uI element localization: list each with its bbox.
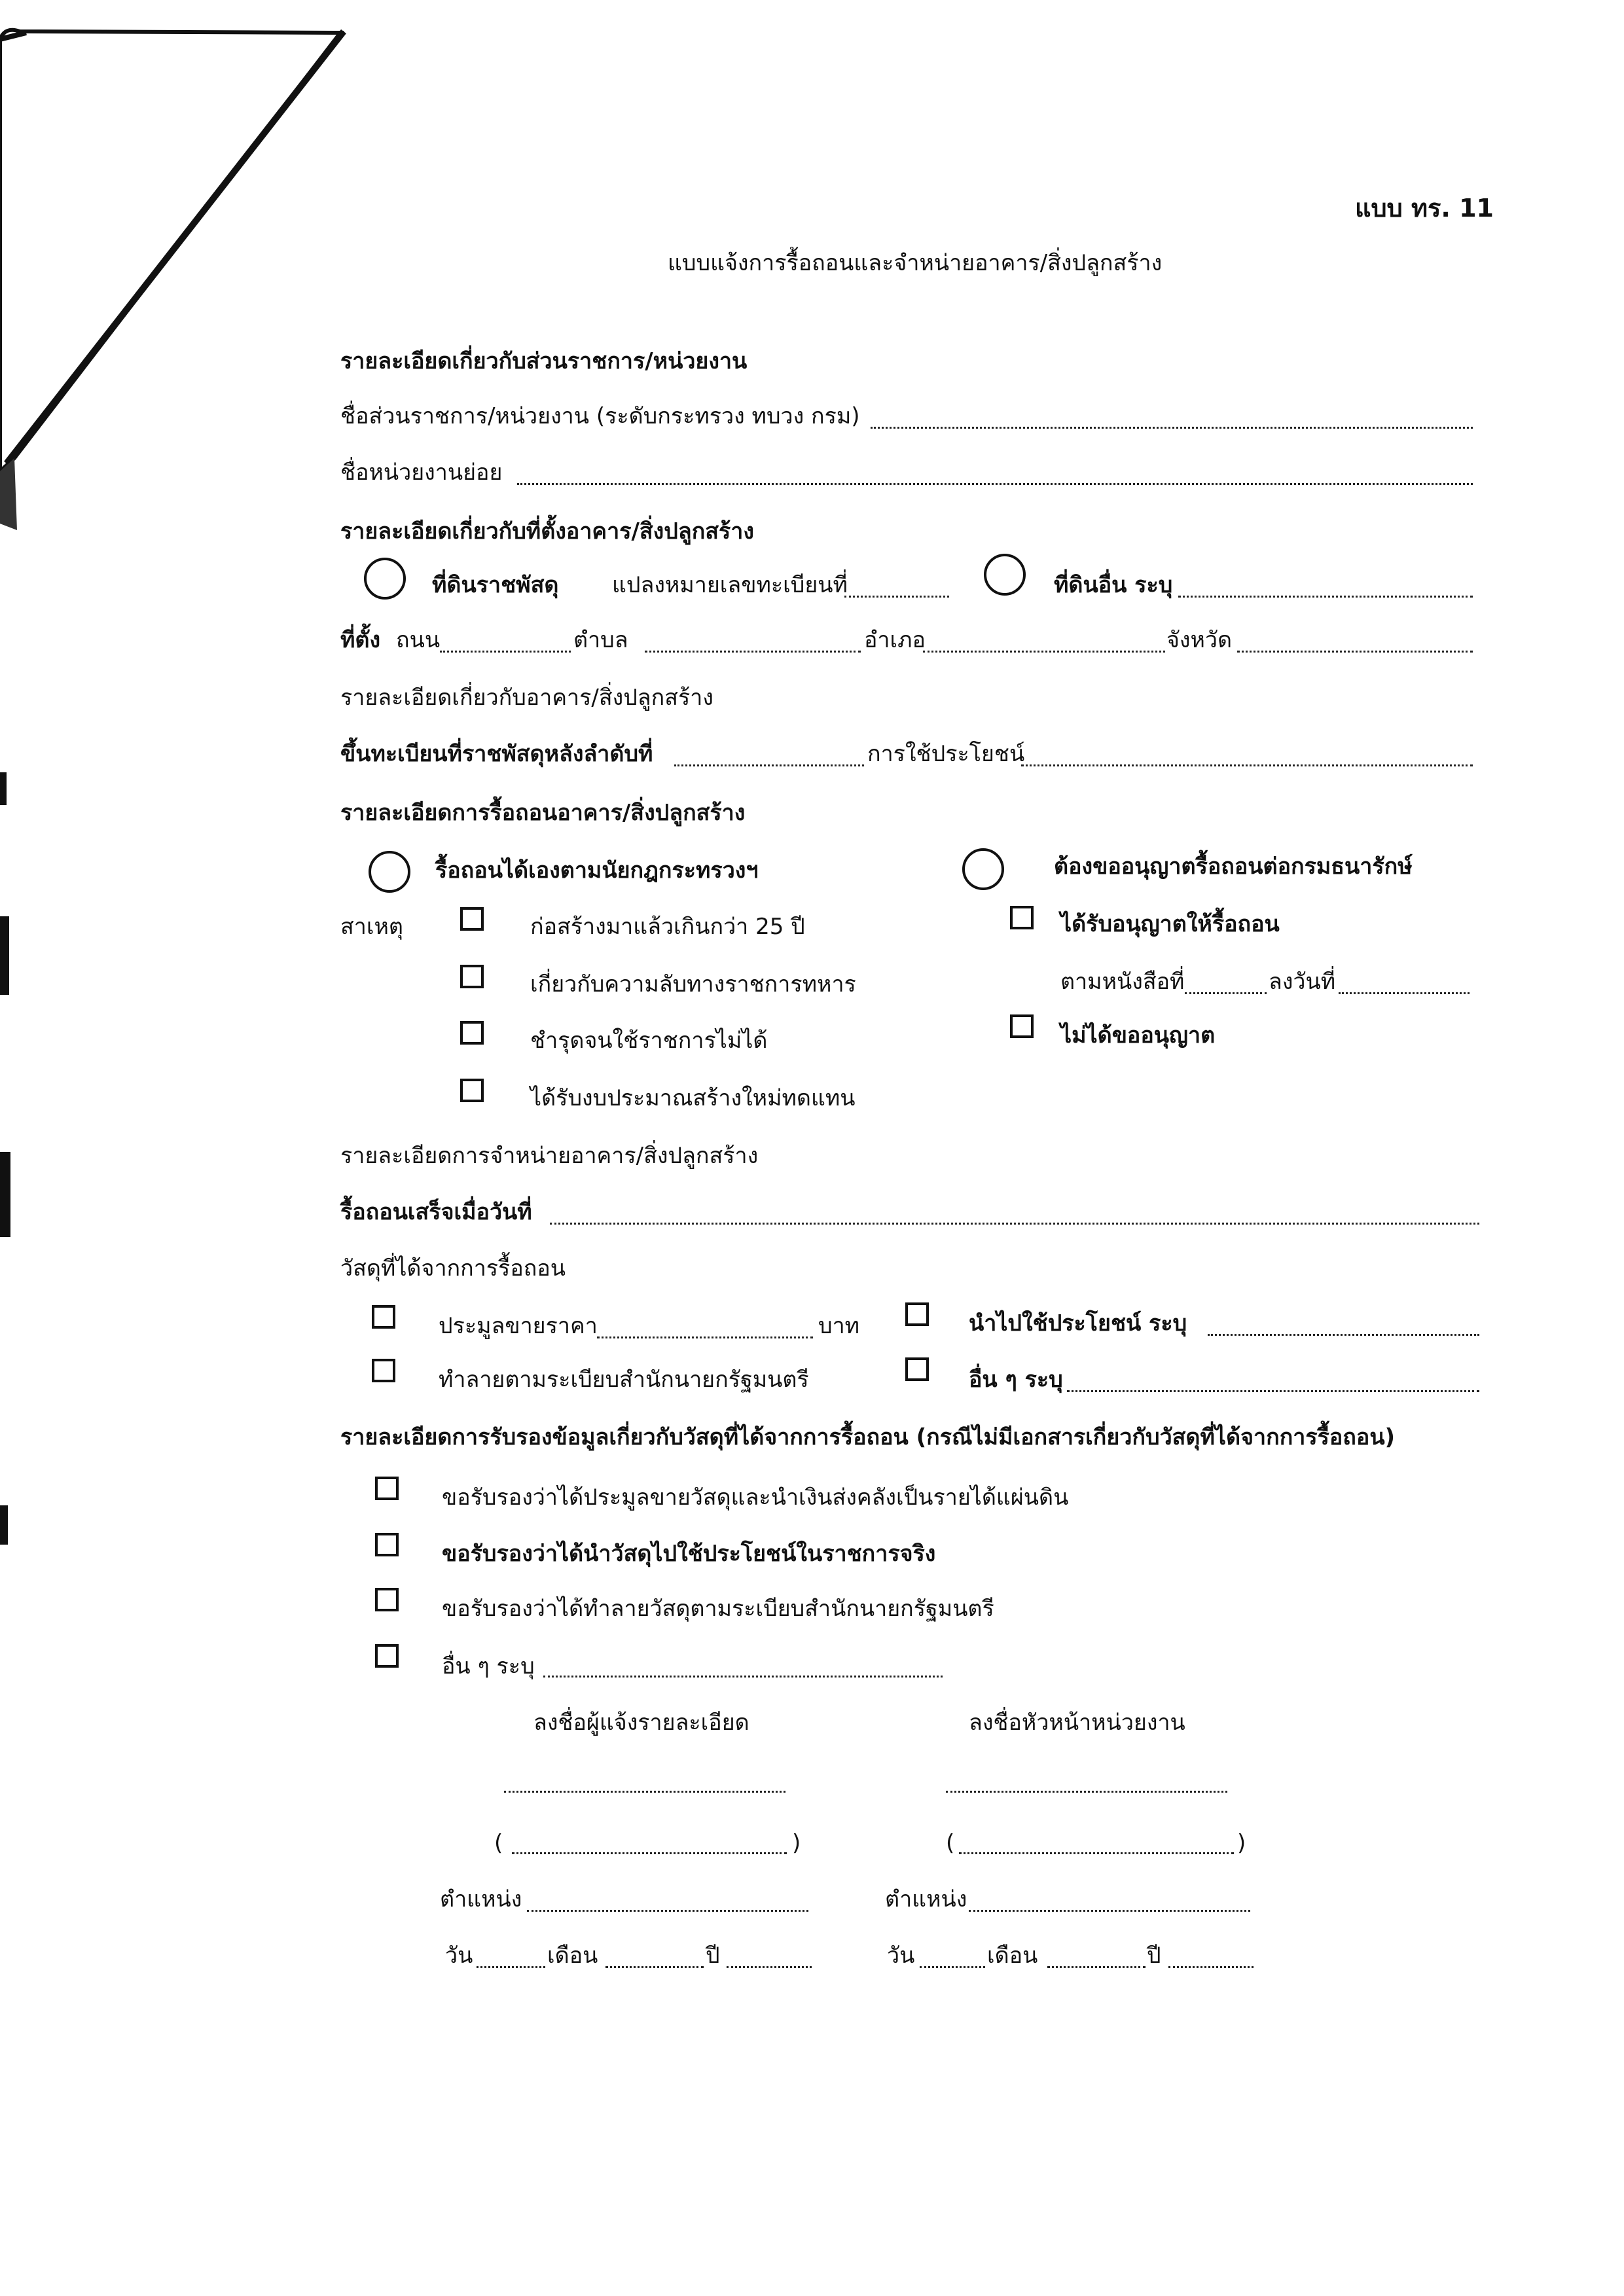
reuse-field[interactable] (1208, 1334, 1479, 1336)
reuse-checkbox[interactable] (905, 1302, 929, 1326)
usage-label: การใช้ประโยชน์ (867, 741, 1025, 767)
other-disposal-label: อื่น ๆ ระบุ (969, 1367, 1063, 1393)
reporter-signature-field[interactable] (504, 1791, 785, 1793)
scan-speck (0, 916, 9, 995)
reporter-name-open: ( (494, 1830, 503, 1856)
reuse-label: นำไปใช้ประโยชน์ ระบุ (969, 1310, 1187, 1336)
sub-unit-label: ชื่อหน่วยงานย่อย (340, 459, 503, 486)
finished-date-field[interactable] (550, 1223, 1479, 1225)
parcel-label: แปลงหมายเลขทะเบียนที่ (612, 572, 848, 598)
destroy-checkbox[interactable] (372, 1359, 395, 1382)
other-disposal-field[interactable] (1067, 1390, 1479, 1392)
letter-no-label: ตามหนังสือที่ (1060, 969, 1185, 995)
head-year-label: ปี (1147, 1943, 1161, 1969)
materials-label: วัสดุที่ได้จากการรื้อถอน (340, 1255, 566, 1282)
province-label: จังหวัด (1166, 627, 1233, 653)
reporter-position-field[interactable] (527, 1910, 808, 1912)
self-demolish-label: รื้อถอนได้เองตามนัยกฎกระทรวงฯ (435, 857, 759, 884)
reporter-month-label: เดือน (547, 1943, 598, 1969)
folded-corner-shadow (0, 0, 367, 537)
registry-field[interactable] (674, 764, 864, 766)
head-day-field[interactable] (920, 1966, 985, 1968)
form-title: แบบแจ้งการรื้อถอนและจำหน่ายอาคาร/สิ่งปลูกสร้าง (668, 250, 1163, 276)
head-month-field[interactable] (1047, 1966, 1146, 1968)
state-land-label: ที่ดินราชพัสดุ (432, 572, 559, 598)
reason-item: ชำรุดจนใช้ราชการไม่ได้ (530, 1028, 768, 1054)
agency-name-field[interactable] (871, 427, 1473, 429)
usage-field[interactable] (1021, 764, 1473, 766)
state-land-radio[interactable] (364, 558, 406, 600)
reason-checkbox[interactable] (460, 1079, 484, 1102)
subdistrict-field[interactable] (645, 651, 861, 653)
certify-other-field[interactable] (543, 1676, 943, 1677)
reason-checkbox[interactable] (460, 907, 484, 931)
site-heading: รายละเอียดเกี่ยวกับที่ตั้งอาคาร/สิ่งปลูกสร้าง (340, 518, 754, 545)
self-demolish-radio[interactable] (369, 851, 410, 893)
province-field[interactable] (1237, 651, 1473, 653)
head-name-close: ) (1237, 1830, 1246, 1856)
disposal-heading: รายละเอียดการจำหน่ายอาคาร/สิ่งปลูกสร้าง (340, 1143, 759, 1169)
certify-checkbox[interactable] (375, 1477, 399, 1500)
other-land-label: ที่ดินอื่น ระบุ (1054, 572, 1173, 598)
road-label: ถนน (396, 627, 441, 653)
reason-checkbox[interactable] (460, 1021, 484, 1045)
reporter-position-label: ตำแหน่ง (440, 1886, 522, 1912)
other-disposal-checkbox[interactable] (905, 1357, 929, 1381)
reason-checkbox[interactable] (460, 965, 484, 988)
reporter-month-field[interactable] (605, 1966, 704, 1968)
district-label: อำเภอ (864, 627, 926, 653)
certify-item: ขอรับรองว่าได้นำวัสดุไปใช้ประโยชน์ในราชการจริง (442, 1541, 936, 1567)
baht-label: บาท (818, 1313, 860, 1339)
district-field[interactable] (923, 651, 1165, 653)
head-position-field[interactable] (969, 1910, 1250, 1912)
certify-item: ขอรับรองว่าได้ทำลายวัสดุตามระเบียบสำนักนายกรัฐมนตรี (442, 1596, 994, 1622)
reporter-signature-label: ลงชื่อผู้แจ้งรายละเอียด (533, 1710, 749, 1736)
other-land-radio[interactable] (984, 554, 1026, 596)
reason-item: ก่อสร้างมาแล้วเกินกว่า 25 ปี (530, 914, 805, 940)
agency-heading: รายละเอียดเกี่ยวกับส่วนราชการ/หน่วยงาน (340, 348, 748, 374)
subdistrict-label: ตำบล (573, 627, 628, 653)
auction-label: ประมูลขายราคา (439, 1313, 598, 1339)
head-signature-field[interactable] (946, 1791, 1227, 1793)
certify-checkbox[interactable] (375, 1588, 399, 1611)
dated-field[interactable] (1339, 992, 1470, 994)
scan-speck (0, 1152, 10, 1237)
letter-no-field[interactable] (1185, 992, 1267, 994)
not-requested-checkbox[interactable] (1010, 1014, 1034, 1038)
finished-label: รื้อถอนเสร็จเมื่อวันที่ (340, 1199, 532, 1225)
reporter-name-field[interactable] (512, 1852, 787, 1854)
permitted-checkbox[interactable] (1010, 906, 1034, 929)
reason-item: ได้รับงบประมาณสร้างใหม่ทดแทน (530, 1085, 856, 1111)
certify-checkbox[interactable] (375, 1533, 399, 1556)
reason-label: สาเหตุ (340, 914, 403, 940)
permission-label: ต้องขออนุญาตรื้อถอนต่อกรมธนารักษ์ (1054, 853, 1413, 880)
reporter-year-label: ปี (706, 1943, 720, 1969)
certify-item: ขอรับรองว่าได้ประมูลขายวัสดุและนำเงินส่งคลังเป็นรายได้แผ่นดิน (442, 1484, 1069, 1511)
head-name-field[interactable] (959, 1852, 1234, 1854)
reason-item: เกี่ยวกับความลับทางราชการทหาร (530, 971, 856, 997)
certify-item: อื่น ๆ ระบุ (442, 1653, 535, 1679)
reporter-day-field[interactable] (477, 1966, 545, 1968)
reporter-year-field[interactable] (727, 1966, 812, 1968)
other-land-field[interactable] (1178, 596, 1473, 598)
head-signature-label: ลงชื่อหัวหน้าหน่วยงาน (969, 1710, 1185, 1736)
permitted-label: ได้รับอนุญาตให้รื้อถอน (1060, 911, 1280, 937)
permission-radio[interactable] (962, 848, 1004, 890)
reporter-name-close: ) (792, 1830, 801, 1856)
head-position-label: ตำแหน่ง (885, 1886, 967, 1912)
head-month-label: เดือน (987, 1943, 1038, 1969)
scan-speck (0, 772, 7, 805)
location-label: ที่ตั้ง (340, 627, 381, 653)
registry-label: ขึ้นทะเบียนที่ราชพัสดุหลังลำดับที่ (340, 741, 653, 767)
head-year-field[interactable] (1168, 1966, 1254, 1968)
sub-unit-field[interactable] (517, 483, 1473, 485)
road-field[interactable] (440, 651, 571, 653)
demolition-heading: รายละเอียดการรื้อถอนอาคาร/สิ่งปลูกสร้าง (340, 800, 746, 826)
destroy-label: ทำลายตามระเบียบสำนักนายกรัฐมนตรี (439, 1367, 809, 1393)
head-day-label: วัน (887, 1943, 915, 1969)
scan-speck (0, 1505, 8, 1545)
agency-name-label: ชื่อส่วนราชการ/หน่วยงาน (ระดับกระทรวง ทบวง กรม) (340, 403, 860, 429)
certification-heading: รายละเอียดการรับรองข้อมูลเกี่ยวกับวัสดุที่ได้จากการรื้อถอน (กรณีไม่มีเอกสารเกี่ยวกับวัสดุที่ได้จากการรื้อถอน) (340, 1424, 1396, 1450)
dated-label: ลงวันที่ (1269, 969, 1336, 995)
building-heading: รายละเอียดเกี่ยวกับอาคาร/สิ่งปลูกสร้าง (340, 685, 713, 711)
reporter-day-label: วัน (445, 1943, 473, 1969)
form-code: แบบ ทร. 11 (1355, 194, 1494, 223)
parcel-field[interactable] (844, 596, 949, 598)
auction-checkbox[interactable] (372, 1305, 395, 1329)
not-requested-label: ไม่ได้ขออนุญาต (1060, 1022, 1216, 1049)
head-name-open: ( (946, 1830, 955, 1856)
certify-checkbox[interactable] (375, 1644, 399, 1668)
auction-price-field[interactable] (597, 1336, 813, 1338)
